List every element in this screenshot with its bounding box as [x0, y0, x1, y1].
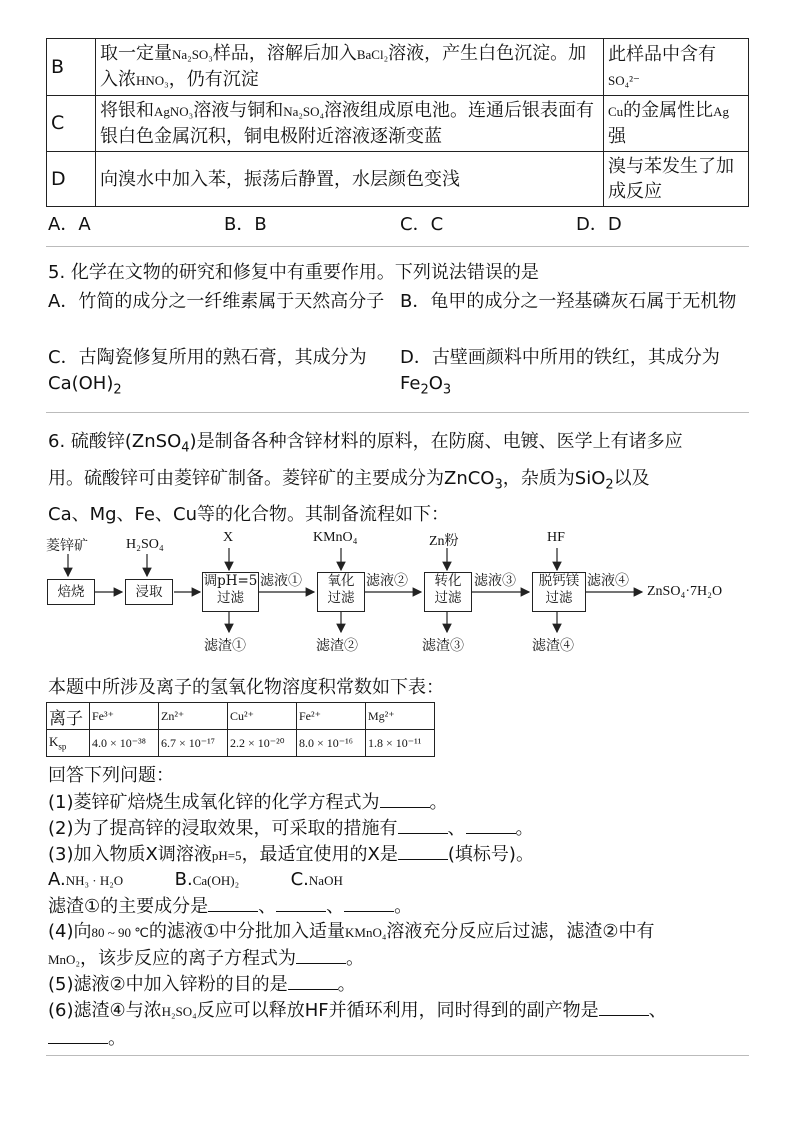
result-cell: 溴与苯发生了加成反应	[604, 152, 749, 207]
question-part-3-options	[48, 867, 343, 894]
q6-stem: 6. 硫酸锌(ZnSO$_4$)是制备各种含锌材料的原料，在防腐、电镀、医学上有诸多应 用。硫酸锌可由菱锌矿制备。菱锌矿的主要成分为ZnCO$_3$，杂质为SiO$_2$以及 Ca、Mg、Fe、Cu等的化合物。其制备流程如下：	[48, 431, 683, 526]
table-row	[47, 96, 749, 152]
row-label: C	[47, 96, 96, 152]
table-row	[47, 730, 435, 757]
ion-cell: Cu²⁺	[228, 703, 297, 730]
answer-blank[interactable]	[380, 789, 430, 808]
flow-input-x: X	[223, 530, 234, 545]
ksp-value: 8.0 × 10⁻¹⁶	[297, 730, 366, 757]
step-roast: 焙烧	[47, 579, 95, 605]
choice-a[interactable]: A．A	[48, 214, 91, 235]
residue-3: 滤渣③	[422, 639, 464, 654]
q5-stem: 5. 化学在文物的研究和修复中有重要作用。下列说法错误的是	[48, 262, 539, 283]
residue-2: 滤渣②	[316, 639, 358, 654]
flow-product: ZnSO₄·7H₂O	[647, 584, 723, 599]
row-label: B	[47, 39, 96, 96]
question-part-5: (5)滤液②中加入锌粉的目的是 。	[48, 971, 356, 998]
filtrate-3: 滤液③	[474, 574, 516, 589]
question-part-1: (1)菱锌矿焙烧生成氧化锌的化学方程式为 。	[48, 789, 448, 816]
answer-heading: 回答下列问题：	[48, 765, 174, 786]
filtrate-1: 滤液①	[260, 574, 302, 589]
result-cell: 此样品中含有 SO₄²⁻	[604, 39, 749, 96]
answer-blank[interactable]	[466, 815, 516, 834]
answer-blank[interactable]	[48, 1025, 108, 1044]
step-convert: 转化 过滤	[424, 572, 472, 612]
question-part-6: (6)滤渣④与浓H₂SO₄反应可以释放HF并循环利用，同时得到的副产物是 、	[48, 997, 667, 1025]
answer-blank[interactable]	[208, 893, 258, 912]
filtrate-4: 滤液④	[587, 574, 629, 589]
ksp-value: 4.0 × 10⁻³⁸	[90, 730, 159, 757]
answer-blank[interactable]	[344, 893, 394, 912]
flow-input-acid: H₂SO₄	[126, 537, 164, 552]
flow-input-kmno4: KMnO₄	[313, 530, 358, 545]
option-b[interactable]: B.Ca(OH)₂	[174, 869, 240, 890]
option-c[interactable]: C.NaOH	[290, 869, 343, 890]
table-row	[47, 703, 435, 730]
filtrate-2: 滤液②	[366, 574, 408, 589]
operation-cell: 向溴水中加入苯，振荡后静置，水层颜色变浅	[96, 152, 604, 207]
question-part-4-cont: MnO₂，该步反应的离子方程式为 。	[48, 945, 364, 973]
operation-cell: 将银和AgNO₃溶液与铜和Na₂SO₄溶液组成原电池。连通后银表面有银白色金属沉积，铜电极附近溶液逐渐变蓝	[96, 96, 604, 152]
q5-option-c[interactable]: C．古陶瓷修复所用的熟石膏，其成分为$Ca(OH)_2$	[48, 347, 367, 398]
option-a[interactable]: A.NH₃ · H₂O	[48, 869, 124, 890]
flow-input-zn: Zn粉	[429, 534, 459, 549]
q5-option-d[interactable]: D．古壁画颜料中所用的铁红，其成分为$Fe_2O_3$	[400, 347, 720, 398]
result-cell: Cu的金属性比Ag 强	[604, 96, 749, 152]
row-label: D	[47, 152, 96, 207]
answer-blank[interactable]	[276, 893, 326, 912]
answer-blank[interactable]	[296, 945, 346, 964]
choice-c[interactable]: C．C	[400, 214, 444, 235]
table-row	[47, 39, 749, 96]
table-row	[47, 152, 749, 207]
choice-b[interactable]: B．B	[224, 214, 267, 235]
flow-input-hf: HF	[547, 530, 565, 545]
ksp-value: 1.8 × 10⁻¹¹	[366, 730, 435, 757]
ksp-intro: 本题中所涉及离子的氢氧化物溶度积常数如下表：	[48, 677, 444, 698]
residue-1: 滤渣①	[204, 639, 246, 654]
ion-cell: Fe²⁺	[297, 703, 366, 730]
ksp-table	[46, 702, 435, 757]
residue-4: 滤渣④	[532, 639, 574, 654]
q5-option-b[interactable]: B．龟甲的成分之一羟基磷灰石属于无机物	[400, 291, 737, 312]
step-oxidize: 氧化 过滤	[317, 572, 365, 612]
divider	[46, 412, 749, 413]
answer-blank[interactable]	[398, 841, 448, 860]
options-table	[46, 38, 749, 207]
question-part-4: (4)向80 ~ 90 ℃的滤液①中分批加入适量KMnO₄溶液充分反应后过滤，滤渣②中有	[48, 921, 655, 942]
q5-option-a[interactable]: A．竹简的成分之一纤维素属于天然高分子	[48, 291, 385, 312]
process-flow-diagram	[44, 532, 744, 657]
ion-cell: Fe³⁺	[90, 703, 159, 730]
answer-blank[interactable]	[398, 815, 448, 834]
answer-blank[interactable]	[599, 997, 649, 1016]
ion-cell: Mg²⁺	[366, 703, 435, 730]
ion-cell: Zn²⁺	[159, 703, 228, 730]
divider	[46, 246, 749, 247]
ksp-value: 6.7 × 10⁻¹⁷	[159, 730, 228, 757]
answer-blank[interactable]	[288, 971, 338, 990]
question-part-3: (3)加入物质X调溶液pH=5，最适宜使用的X是 (填标号)。	[48, 841, 534, 869]
ksp-header: 离子	[47, 703, 90, 730]
flow-input-ore: 菱锌矿	[46, 539, 88, 554]
step-adjust-ph: 调pH=5 过滤	[202, 572, 259, 612]
operation-cell: 取一定量Na₂SO₃样品，溶解后加入BaCl₂溶液，产生白色沉淀。加入浓HNO₃，仍有沉淀	[96, 39, 604, 96]
step-remove-ca-mg: 脱钙镁 过滤	[532, 572, 586, 612]
ksp-value: 2.2 × 10⁻²⁰	[228, 730, 297, 757]
divider	[46, 1055, 749, 1056]
question-part-2: (2)为了提高锌的浸取效果，可采取的措施有 、 。	[48, 815, 534, 842]
residue-1-question: 滤渣①的主要成分是 、 、 。	[48, 893, 412, 920]
ksp-row-label: $K_{sp}$	[47, 730, 90, 757]
step-leach: 浸取	[125, 579, 173, 605]
choice-d[interactable]: D．D	[576, 214, 622, 235]
question-part-6-cont: 。	[48, 1025, 126, 1052]
